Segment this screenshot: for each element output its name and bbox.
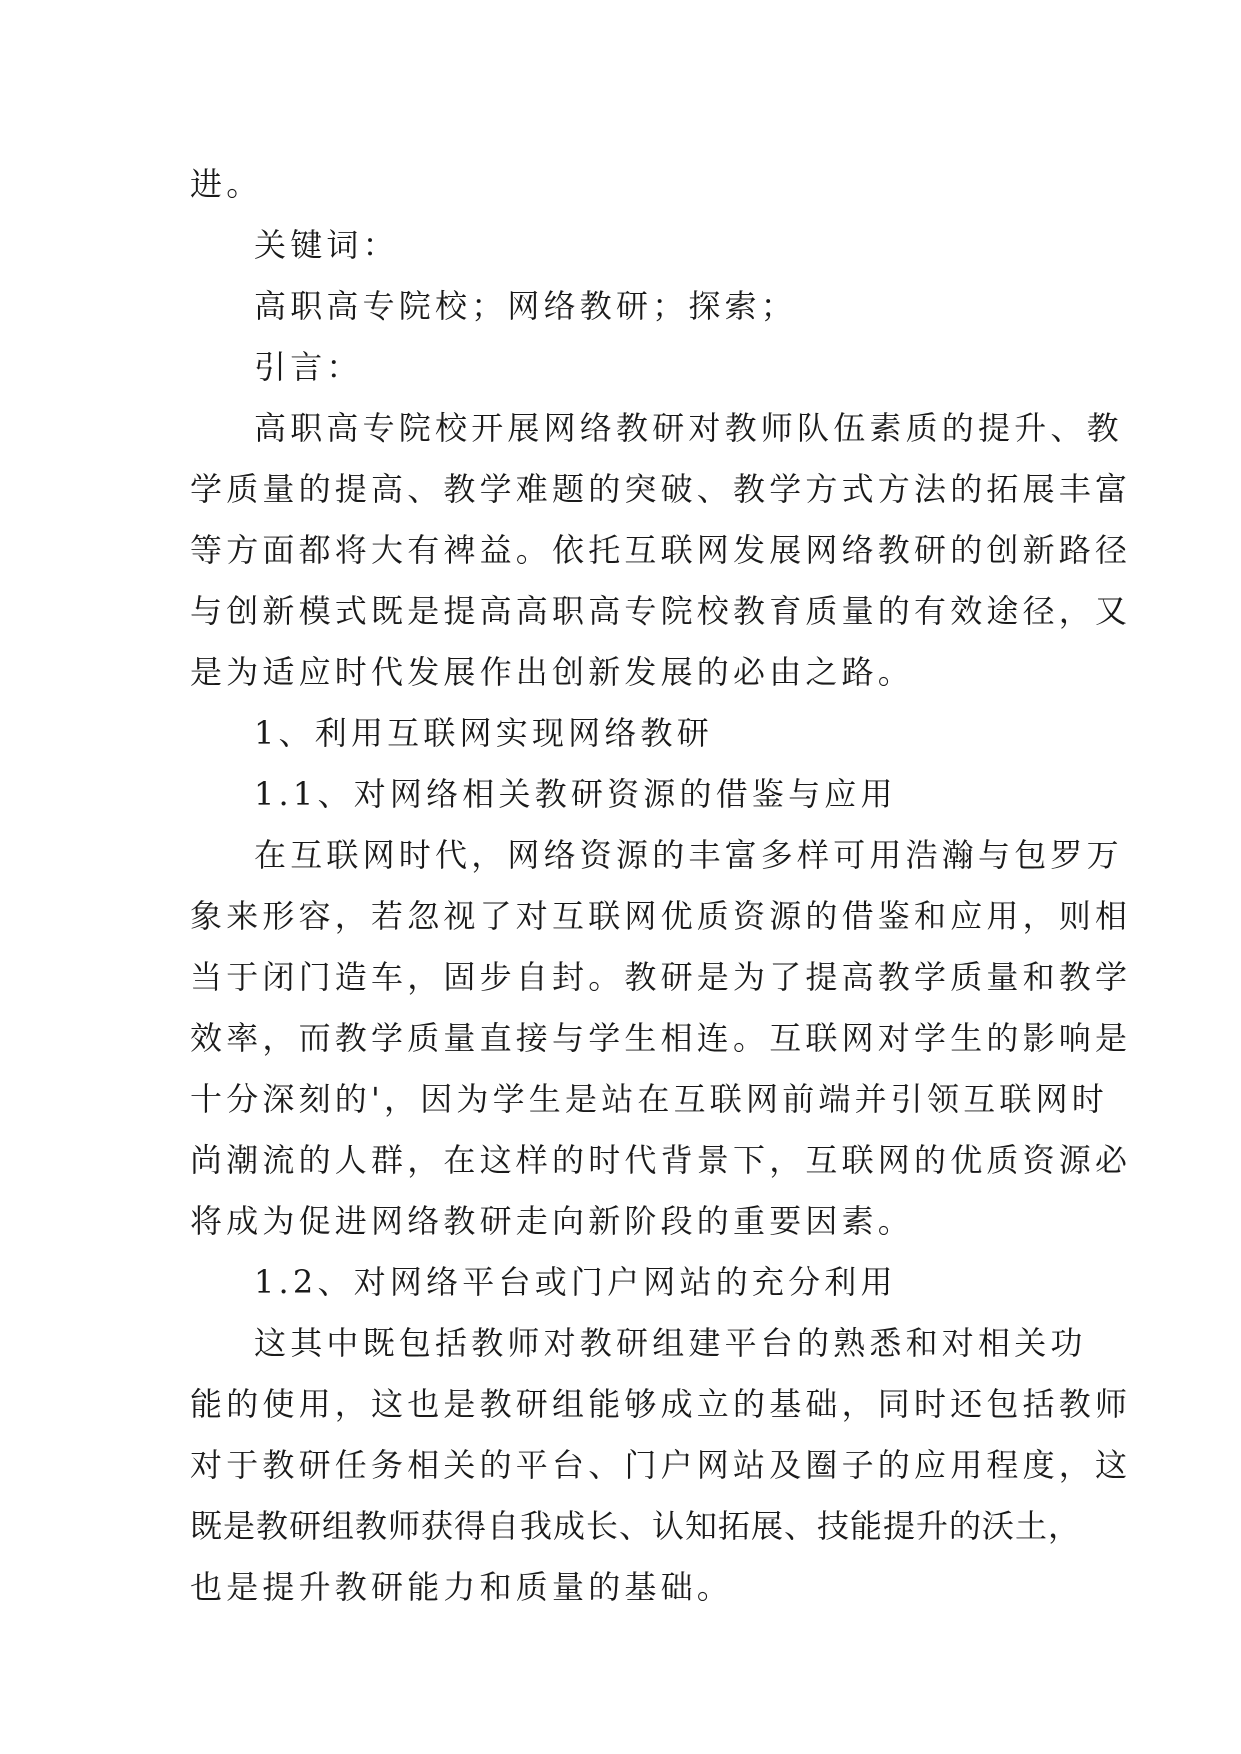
section-1-1-paragraph-line: 将成为促进网络教研走向新阶段的重要因素。 bbox=[190, 1202, 915, 1240]
section-1-2-paragraph-line: 也是提升教研能力和质量的基础。 bbox=[190, 1568, 734, 1606]
section-1-heading: 1、利用互联网实现网络教研 bbox=[254, 714, 713, 752]
keywords-label: 关键词： bbox=[254, 226, 399, 264]
section-1-1-paragraph-line: 效率，而教学质量直接与学生相连。互联网对学生的影响是 bbox=[190, 1019, 1132, 1057]
section-1-1-heading: 1.1、对网络相关教研资源的借鉴与应用 bbox=[254, 775, 897, 813]
introduction-heading: 引言： bbox=[254, 348, 363, 386]
introduction-paragraph-line: 是为适应时代发展作出创新发展的必由之路。 bbox=[190, 653, 915, 691]
paragraph-end-line: 进。 bbox=[190, 165, 263, 203]
section-1-1-paragraph-line: 十分深刻的'，因为学生是站在互联网前端并引领互联网时 bbox=[190, 1080, 1108, 1118]
introduction-paragraph-line: 高职高专院校开展网络教研对教师队伍素质的提升、教 bbox=[254, 409, 1123, 447]
section-1-1-paragraph-line: 当于闭门造车，固步自封。教研是为了提高教学质量和教学 bbox=[190, 958, 1132, 996]
section-1-2-paragraph-line: 能的使用，这也是教研组能够成立的基础，同时还包括教师 bbox=[190, 1385, 1132, 1423]
introduction-paragraph-line: 等方面都将大有裨益。依托互联网发展网络教研的创新路径 bbox=[190, 531, 1132, 569]
introduction-paragraph-line: 与创新模式既是提高高职高专院校教育质量的有效途径，又 bbox=[190, 592, 1132, 630]
keywords-text: 高职高专院校；网络教研；探索； bbox=[254, 287, 798, 325]
section-1-2-paragraph-line: 对于教研任务相关的平台、门户网站及圈子的应用程度，这 bbox=[190, 1446, 1132, 1484]
section-1-2-paragraph-line: 这其中既包括教师对教研组建平台的熟悉和对相关功 bbox=[254, 1324, 1087, 1362]
introduction-paragraph-line: 学质量的提高、教学难题的突破、教学方式方法的拓展丰富 bbox=[190, 470, 1132, 508]
section-1-1-paragraph-line: 尚潮流的人群，在这样的时代背景下，互联网的优质资源必 bbox=[190, 1141, 1132, 1179]
section-1-2-heading: 1.2、对网络平台或门户网站的充分利用 bbox=[254, 1263, 897, 1301]
section-1-2-paragraph-line: 既是教研组教师获得自我成长、认知拓展、技能提升的沃土， bbox=[190, 1507, 1082, 1545]
section-1-1-paragraph-line: 在互联网时代，网络资源的丰富多样可用浩瀚与包罗万 bbox=[254, 836, 1123, 874]
section-1-1-paragraph-line: 象来形容，若忽视了对互联网优质资源的借鉴和应用，则相 bbox=[190, 897, 1132, 935]
